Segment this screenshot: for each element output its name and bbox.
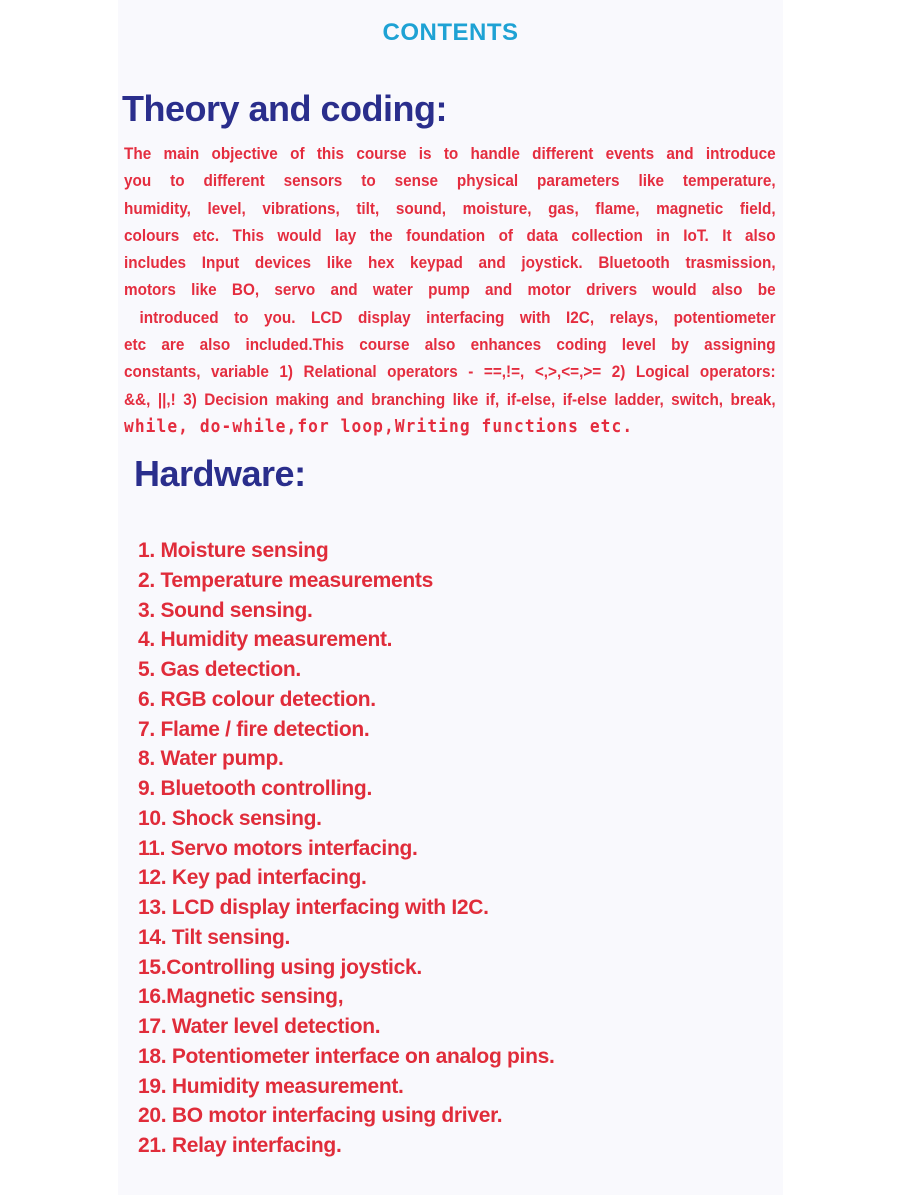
- list-item: 17. Water level detection.: [138, 1015, 381, 1038]
- theory-line: includes Input devices like hex keypad and joystick. Bluetooth trasmission,: [124, 253, 776, 273]
- list-item: 11. Servo motors interfacing.: [138, 836, 418, 860]
- list-item: 7. Flame / fire detection.: [138, 717, 370, 741]
- list-item: 8. Water pump.: [138, 747, 284, 771]
- list-item: 18. Potentiometer interface on analog pins.: [138, 1044, 555, 1068]
- contents-title: CONTENTS: [382, 19, 519, 46]
- theory-line: humidity, level, vibrations, tilt, sound, moisture, gas, flame, magnetic field,: [124, 198, 776, 218]
- hardware-list: [138, 536, 555, 1161]
- theory-line: etc are also included.This course also enhances coding level by assigning: [124, 335, 776, 355]
- theory-line: you to different sensors to sense physical parameters like temperature,: [124, 171, 776, 191]
- list-item: 1. Moisture sensing: [138, 539, 329, 562]
- theory-line: colours etc. This would lay the foundation of data collection in IoT. It also: [124, 225, 776, 245]
- list-item: 16.Magnetic sensing,: [138, 985, 344, 1009]
- list-item: 10. Shock sensing.: [138, 806, 322, 830]
- theory-line: constants, variable 1) Relational operators - ==,!=, <,>,<=,>= 2) Logical operators:: [124, 362, 776, 382]
- list-item: 21. Relay interfacing.: [138, 1134, 342, 1157]
- list-item: 14. Tilt sensing.: [138, 925, 291, 949]
- list-item: 9. Bluetooth controlling.: [138, 777, 372, 800]
- theory-line: motors like BO, servo and water pump and motor drivers would also be: [124, 280, 776, 300]
- list-item: 19. Humidity measurement.: [138, 1074, 404, 1098]
- theory-line: &&, ||,! 3) Decision making and branching like if, if-else, if-else ladder, switch, break,: [124, 389, 776, 409]
- list-item: 13. LCD display interfacing with I2C.: [138, 896, 489, 919]
- theory-heading: Theory and coding:: [122, 88, 448, 129]
- list-item: 15.Controlling using joystick.: [138, 955, 422, 979]
- theory-line: while, do-while,for loop,Writing functions etc.: [124, 415, 634, 437]
- list-item: 4. Humidity measurement.: [138, 628, 393, 652]
- hardware-heading: Hardware:: [134, 453, 306, 494]
- document-page: [118, 0, 783, 1195]
- theory-line: introduced to you. LCD display interfacing with I2C, relays, potentiometer: [124, 307, 776, 327]
- list-item: 2. Temperature measurements: [138, 568, 433, 592]
- list-item: 5. Gas detection.: [138, 658, 301, 681]
- list-item: 3. Sound sensing.: [138, 598, 313, 622]
- list-item: 20. BO motor interfacing using driver.: [138, 1104, 503, 1128]
- theory-paragraph: [124, 140, 776, 440]
- theory-line: The main objective of this course is to handle different events and introduce: [124, 144, 776, 163]
- list-item: 6. RGB colour detection.: [138, 687, 376, 711]
- list-item: 12. Key pad interfacing.: [138, 866, 367, 890]
